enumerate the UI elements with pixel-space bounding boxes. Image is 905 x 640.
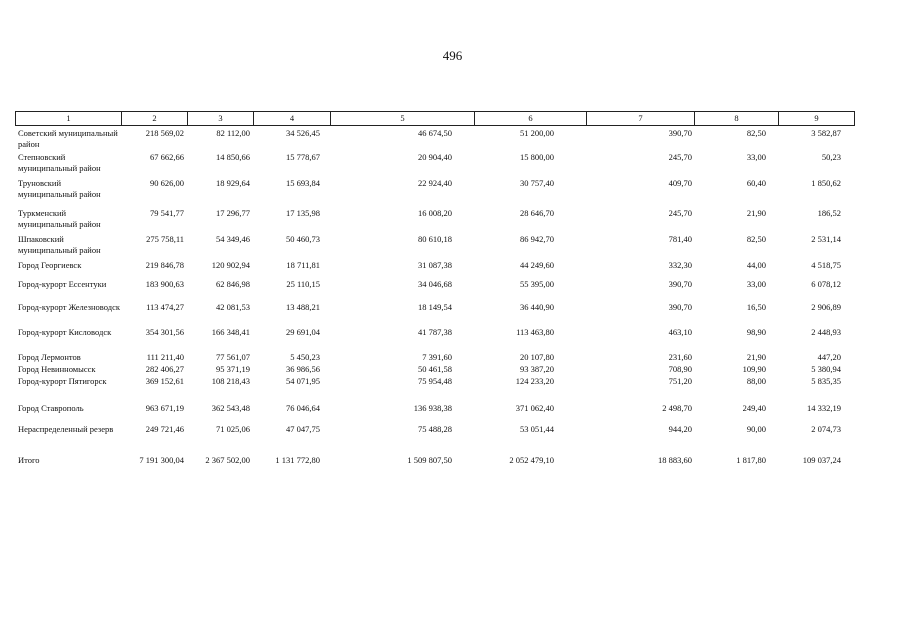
cell-value: 113 463,80	[516, 327, 554, 337]
cell-value: 20 107,80	[520, 352, 554, 362]
cell-value: 183 900,63	[145, 279, 184, 289]
cell-value: 17 135,98	[286, 208, 320, 218]
cell-value: 332,30	[668, 260, 692, 270]
cell-value: 54 349,46	[216, 234, 250, 244]
cell-value: 18 883,60	[658, 455, 692, 465]
table-column-header	[15, 111, 855, 126]
column-header: 1	[16, 112, 122, 126]
row-name: Нераспределенный резерв	[18, 424, 114, 434]
cell-value: 17 296,77	[216, 208, 250, 218]
row-name: Шпаковский муниципальный район	[18, 234, 101, 255]
row-name: Город-курорт Кисловодск	[18, 327, 112, 337]
cell-value: 108 218,43	[211, 376, 250, 386]
cell-value: 75 954,48	[418, 376, 452, 386]
cell-value: 447,20	[817, 352, 841, 362]
cell-value: 16 008,20	[418, 208, 452, 218]
cell-value: 28 646,70	[520, 208, 554, 218]
page-number: 496	[442, 48, 463, 63]
column-header: 7	[587, 112, 695, 126]
cell-value: 2 498,70	[662, 403, 692, 413]
cell-value: 124 233,20	[515, 376, 554, 386]
cell-value: 18 929,64	[216, 178, 250, 188]
cell-value: 53 051,44	[520, 424, 554, 434]
column-header: 8	[695, 112, 779, 126]
table-row-total	[15, 455, 854, 479]
cell-value: 6 078,12	[811, 279, 841, 289]
column-header: 9	[779, 112, 855, 126]
cell-value: 44,00	[746, 260, 766, 270]
cell-value: 15 800,00	[520, 152, 554, 162]
cell-value: 77 561,07	[216, 352, 250, 362]
cell-value: 249 721,46	[145, 424, 184, 434]
table-row	[15, 376, 854, 400]
cell-value: 44 249,60	[520, 260, 554, 270]
table-row	[15, 424, 854, 448]
cell-value: 2 906,89	[811, 302, 841, 312]
cell-value: 113 474,27	[146, 302, 184, 312]
cell-value: 30 757,40	[520, 178, 554, 188]
cell-value: 29 691,04	[286, 327, 320, 337]
cell-value: 82,50	[746, 128, 766, 138]
cell-value: 245,70	[668, 208, 692, 218]
cell-value: 20 904,40	[418, 152, 452, 162]
column-header: 6	[475, 112, 587, 126]
cell-value: 22 924,40	[418, 178, 452, 188]
row-name: Труновский муниципальный район	[18, 178, 101, 199]
cell-value: 62 846,98	[216, 279, 250, 289]
cell-value: 86 942,70	[520, 234, 554, 244]
cell-value: 371 062,40	[515, 403, 554, 413]
cell-value: 76 046,64	[286, 403, 320, 413]
cell-value: 369 152,61	[145, 376, 184, 386]
cell-value: 5 835,35	[811, 376, 841, 386]
cell-value: 120 902,94	[211, 260, 250, 270]
cell-value: 463,10	[668, 327, 692, 337]
row-name: Город-курорт Пятигорск	[18, 376, 107, 386]
cell-value: 71 025,06	[216, 424, 250, 434]
cell-value: 109 037,24	[802, 455, 841, 465]
cell-value: 41 787,38	[418, 327, 452, 337]
cell-value: 55 395,00	[520, 279, 554, 289]
row-name: Итого	[18, 455, 40, 465]
column-header: 2	[122, 112, 188, 126]
row-name: Город Лермонтов	[18, 352, 81, 362]
table-row	[15, 128, 854, 152]
cell-value: 1 850,62	[811, 178, 841, 188]
table-row	[15, 234, 854, 258]
cell-value: 51 200,00	[520, 128, 554, 138]
table-row	[15, 327, 854, 351]
cell-value: 33,00	[746, 279, 766, 289]
cell-value: 82,50	[746, 234, 766, 244]
cell-value: 409,70	[668, 178, 692, 188]
cell-value: 79 541,77	[150, 208, 184, 218]
cell-value: 1 817,80	[736, 455, 766, 465]
cell-value: 2 531,14	[811, 234, 841, 244]
row-name: Степновский муниципальный район	[18, 152, 101, 173]
cell-value: 60,40	[746, 178, 766, 188]
cell-value: 21,90	[746, 352, 766, 362]
cell-value: 708,90	[668, 364, 692, 374]
cell-value: 95 371,19	[216, 364, 250, 374]
cell-value: 80 610,18	[418, 234, 452, 244]
cell-value: 33,00	[746, 152, 766, 162]
cell-value: 781,40	[668, 234, 692, 244]
cell-value: 751,20	[668, 376, 692, 386]
cell-value: 7 391,60	[422, 352, 452, 362]
cell-value: 111 211,40	[146, 352, 184, 362]
cell-value: 245,70	[668, 152, 692, 162]
cell-value: 186,52	[817, 208, 841, 218]
cell-value: 18 711,81	[286, 260, 320, 270]
cell-value: 4 518,75	[811, 260, 841, 270]
cell-value: 90 626,00	[150, 178, 184, 188]
cell-value: 93 387,20	[520, 364, 554, 374]
cell-value: 1 509 807,50	[407, 455, 452, 465]
table-row	[15, 208, 854, 232]
cell-value: 31 087,38	[418, 260, 452, 270]
cell-value: 36 440,90	[520, 302, 554, 312]
table-row	[15, 178, 854, 202]
row-name: Туркменский муниципальный район	[18, 208, 101, 229]
cell-value: 390,70	[668, 302, 692, 312]
cell-value: 14 332,19	[807, 403, 841, 413]
cell-value: 3 582,87	[811, 128, 841, 138]
table-row	[15, 279, 854, 303]
cell-value: 14 850,66	[216, 152, 250, 162]
cell-value: 275 758,11	[146, 234, 184, 244]
cell-value: 2 448,93	[811, 327, 841, 337]
cell-value: 21,90	[746, 208, 766, 218]
cell-value: 18 149,54	[418, 302, 452, 312]
row-name: Город Георгиевск	[18, 260, 82, 270]
column-header: 4	[254, 112, 331, 126]
cell-value: 7 191 300,04	[139, 455, 184, 465]
cell-value: 98,90	[746, 327, 766, 337]
cell-value: 362 543,48	[211, 403, 250, 413]
cell-value: 34 526,45	[286, 128, 320, 138]
cell-value: 390,70	[668, 128, 692, 138]
cell-value: 218 569,02	[145, 128, 184, 138]
cell-value: 46 674,50	[418, 128, 452, 138]
cell-value: 944,20	[668, 424, 692, 434]
row-name: Город-курорт Ессентуки	[18, 279, 107, 289]
cell-value: 282 406,27	[145, 364, 184, 374]
cell-value: 136 938,38	[413, 403, 452, 413]
cell-value: 15 693,84	[286, 178, 320, 188]
cell-value: 13 488,21	[286, 302, 320, 312]
cell-value: 34 046,68	[418, 279, 452, 289]
row-name: Город Невинномысск	[18, 364, 96, 374]
cell-value: 90,00	[746, 424, 766, 434]
cell-value: 2 367 502,00	[205, 455, 250, 465]
cell-value: 16,50	[746, 302, 766, 312]
cell-value: 249,40	[742, 403, 766, 413]
table-row	[15, 302, 854, 326]
cell-value: 231,60	[668, 352, 692, 362]
cell-value: 5 450,23	[290, 352, 320, 362]
cell-value: 82 112,00	[216, 128, 250, 138]
cell-value: 54 071,95	[286, 376, 320, 386]
cell-value: 15 778,67	[286, 152, 320, 162]
cell-value: 67 662,66	[150, 152, 184, 162]
cell-value: 88,00	[746, 376, 766, 386]
cell-value: 166 348,41	[211, 327, 250, 337]
cell-value: 1 131 772,80	[275, 455, 320, 465]
cell-value: 219 846,78	[145, 260, 184, 270]
cell-value: 36 986,56	[286, 364, 320, 374]
cell-value: 2 052 479,10	[509, 455, 554, 465]
row-name: Город Ставрополь	[18, 403, 84, 413]
cell-value: 390,70	[668, 279, 692, 289]
row-name: Советский муниципальный район	[18, 128, 118, 149]
column-header: 3	[188, 112, 254, 126]
cell-value: 354 301,56	[145, 327, 184, 337]
cell-value: 5 380,94	[811, 364, 841, 374]
cell-value: 25 110,15	[286, 279, 320, 289]
cell-value: 50 460,73	[286, 234, 320, 244]
cell-value: 50,23	[821, 152, 841, 162]
row-name: Город-курорт Железноводск	[18, 302, 120, 312]
cell-value: 50 461,58	[418, 364, 452, 374]
column-header: 5	[331, 112, 475, 126]
cell-value: 42 081,53	[216, 302, 250, 312]
cell-value: 47 047,75	[286, 424, 320, 434]
cell-value: 75 488,28	[418, 424, 452, 434]
cell-value: 963 671,19	[145, 403, 184, 413]
cell-value: 109,90	[742, 364, 766, 374]
table-row	[15, 152, 854, 176]
cell-value: 2 074,73	[811, 424, 841, 434]
